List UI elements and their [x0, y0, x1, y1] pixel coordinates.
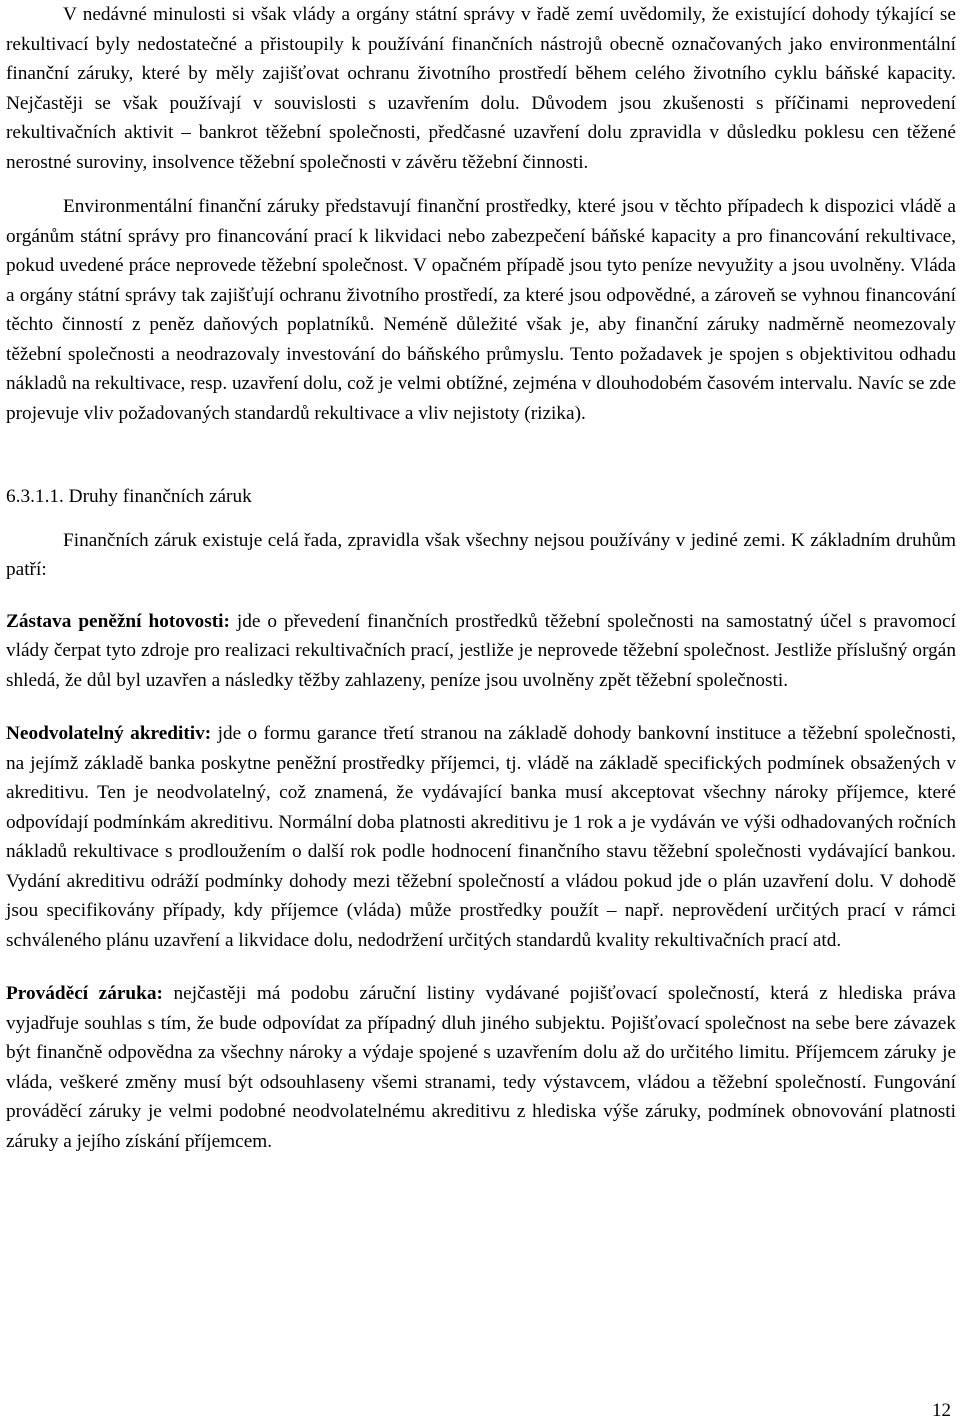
definition-term: Prováděcí záruka:: [6, 983, 163, 1004]
page-number: 12: [932, 1400, 951, 1421]
definition-text: jde o převedení finančních prostředků těžební společnosti na samostatný účel s pravomocí vlády čerpat tyto zdroje pro realizaci rekultivačních prací, jestliže je neprovede těžební společnost. Jestliže příslušný orgán shledá, že důl byl uzavřen a následky těžby zahlazeny, peníze jsou uvolněny zpět těžební společnosti.: [6, 610, 956, 691]
definition-term: Neodvolatelný akreditiv:: [6, 723, 212, 744]
definition-text: jde o formu garance třetí stranou na základě dohody bankovní instituce a těžební společnosti, na jejímž základě banka poskytne peněžní prostředky příjemci, tj. vládě na základě specifických podmínek obsažených v akreditivu. Ten je neodvolatelný, což znamená, že vydávající banka musí akceptovat všechny nároky příjemce, které odpovídají podmínkám akreditivu. Normální doba platnosti akreditivu je 1 rok a je vydáván ve výši odhadovaných ročních nákladů rekultivace s prodloužením o další rok podle hodnocení finančního stavu těžební společnosti vydávající bankou. Vydání akreditivu odráží podmínky dohody mezi těžební společností a vládou pokud jde o plán uzavření dolu. V dohodě jsou specifikovány případy, kdy příjemce (vláda) může prostředky použít – např. neprovědení určitých prací v rámci schváleného plánu uzavření a likvidace dolu, nedodržení určitých standardů kvality rekultivačních prací atd.: [6, 723, 956, 951]
definition-text: nejčastěji má podobu záruční listiny vydávané pojišťovací společností, která z hlediska práva vyjadřuje souhlas s tím, že bude odpovídat za případný dluh jiného subjektu. Pojišťovací společnost na sebe bere závazek být finančně odpovědna za všechny nároky a výdaje spojené s uzavřením dolu až do určitého limitu. Příjemcem záruky je vláda, veškeré změny musí být odsouhlaseny všemi stranami, tedy výstavcem, vládou a těžební společností. Fungování prováděcí záruky je velmi podobné neodvolatelnému akreditivu z hlediska výše záruky, podmínek obnovování platnosti záruky a jejího získání příjemcem.: [6, 983, 956, 1152]
definition-cash-deposit: [6, 607, 956, 696]
definition-term: Zástava peněžní hotovosti:: [6, 610, 230, 632]
document-page: [6, 0, 956, 1156]
paragraph-intro: V nedávné minulosti si však vlády a orgány státní správy v řadě zemí uvědomily, že existující dohody týkající se rekultivací byly nedostatečné a přistoupily k používání finančních nástrojů obecně označovaných jako environmentální finanční záruky, které by měly zajišťovat ochranu životního prostředí během celého životního cyklu báňské kapacity. Nejčastěji se však používají v souvislosti s uzavřením dolu. Důvodem jsou zkušenosti s příčinami neprovedení rekultivačních aktivit – bankrot těžební společnosti, předčasné uzavření dolu zpravidla v důsledku poklesu cen těžené nerostné suroviny, insolvence těžební společnosti v závěru těžební činnosti.: [6, 4, 956, 173]
definition-performance-bond: [6, 979, 956, 1156]
paragraph-types-intro: Finančních záruk existuje celá řada, zpravidla však všechny nejsou používány v jediné zemi. K základním druhům patří:: [6, 529, 956, 580]
paragraph-environmental-guarantees: Environmentální finanční záruky představují finanční prostředky, které jsou v těchto případech k dispozici vládě a orgánům státní správy pro financování prací k likvidaci nebo zabezpečení báňské kapacity a pro financování rekultivace, pokud uvedené práce neprovede těžební společnost. V opačném případě jsou tyto peníze nevyužity a jsou uvolněny. Vláda a orgány státní správy tak zajišťují ochranu životního prostředí, za které jsou odpovědné, a zároveň se vyhnou financování těchto činností z peněz daňových poplatníků. Neméně důležité však je, aby finanční záruky nadměrně neomezovaly těžební společnosti a neodrazovaly investování do báňského průmyslu. Tento požadavek je spojen s objektivitou odhadu nákladů na rekultivace, resp. uzavření dolu, což je velmi obtížné, zejména v dlouhodobém časovém intervalu. Navíc se zde projevuje vliv požadovaných standardů rekultivace a vliv nejistoty (rizika).: [6, 196, 956, 424]
section-heading: 6.3.1.1. Druhy finančních záruk: [6, 486, 252, 507]
definition-letter-of-credit: [6, 719, 956, 955]
